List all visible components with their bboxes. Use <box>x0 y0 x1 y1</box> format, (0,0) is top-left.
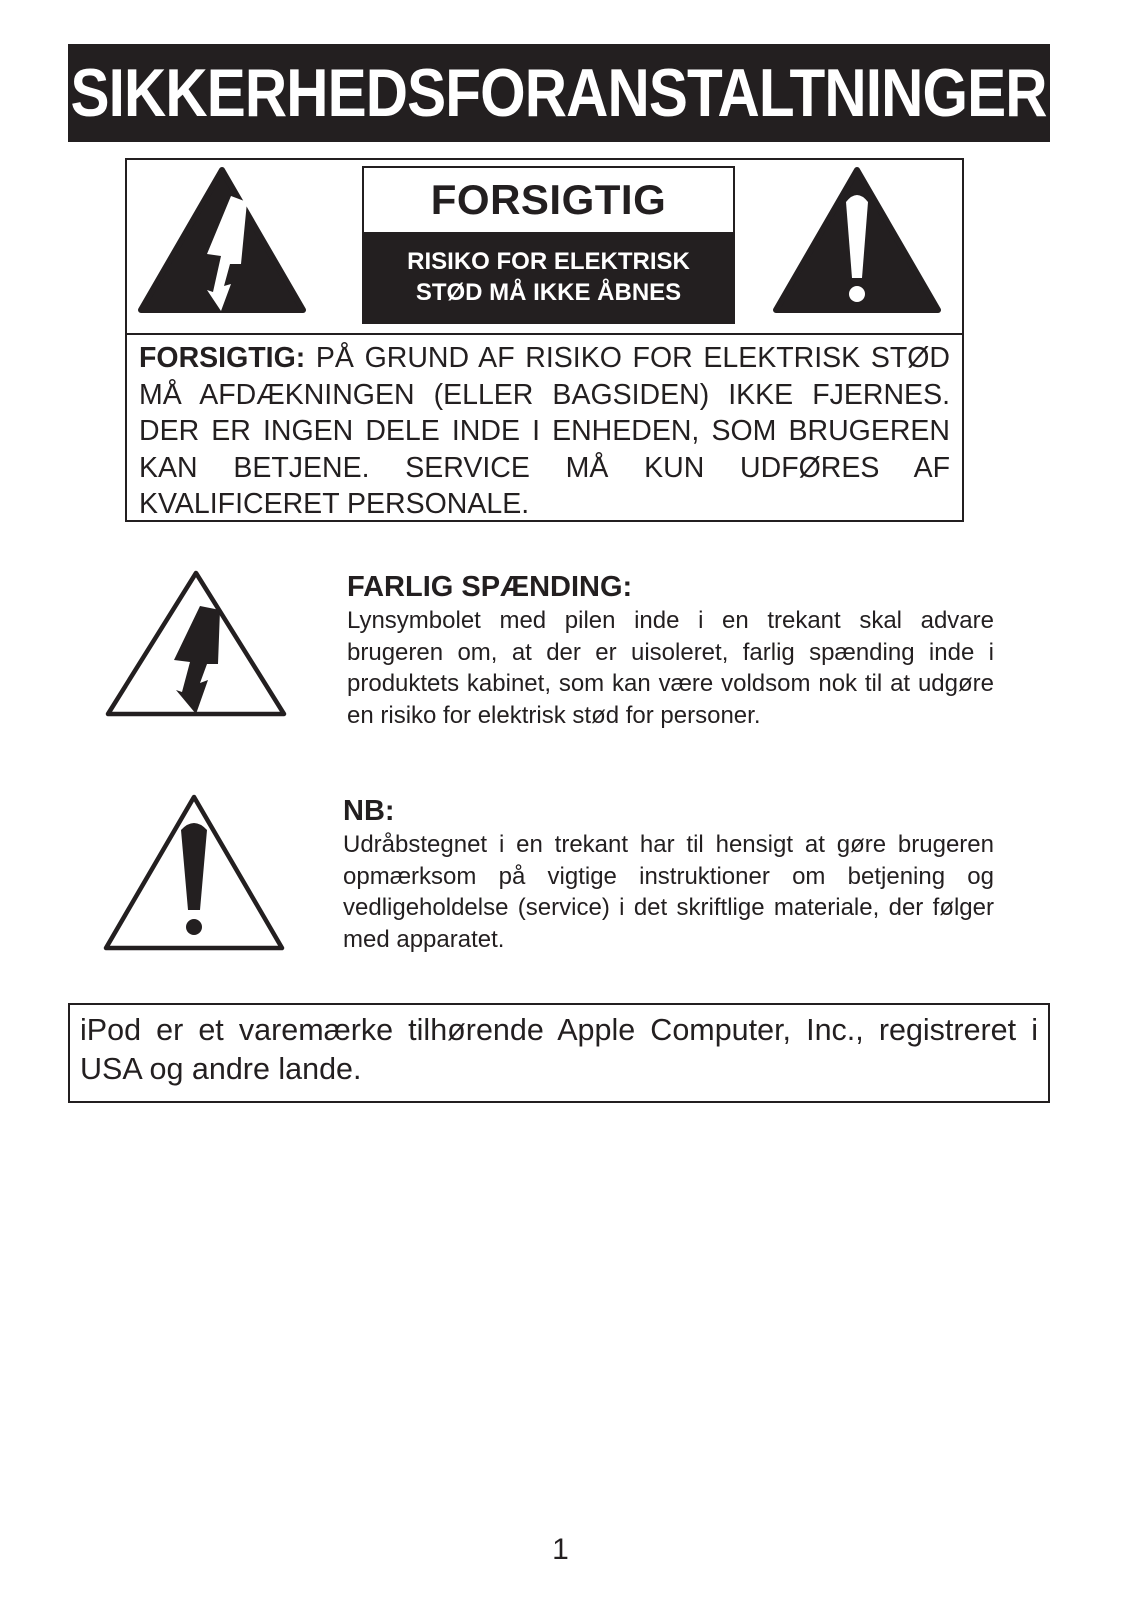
trademark-notice: iPod er et varemærke tilhørende Apple Computer, Inc., registreret i USA og andre lande. <box>68 1003 1050 1103</box>
caution-text <box>139 340 950 523</box>
page-number: 1 <box>552 1533 569 1566</box>
dangerous-voltage-text: Lynsymbolet med pilen inde i en trekant skal advare brugeren om, at der er uisoleret, farlig spænding inde i produktets kabinet, som kan være voldsom nok til at udgøre en risiko for elektrisk stød for personer. <box>347 607 994 729</box>
dangerous-voltage-heading: FARLIG SPÆNDING: <box>347 571 633 603</box>
caution-label-line-2: STØD MÅ IKKE ÅBNES <box>415 279 682 306</box>
exclamation-warning-icon <box>102 792 286 954</box>
lightning-warning-icon <box>137 166 307 314</box>
attention-heading: NB: <box>343 795 395 827</box>
page-title-bar <box>68 44 1050 142</box>
attention-text: Udråbstegnet i en trekant har til hensigt at gøre brugeren opmærksom på vigtige instruktioner om betjening og vedligeholdelse (service) i det skriftlige materiale, der følger med apparatet. <box>343 831 994 953</box>
caution-label-line-1: RISIKO FOR ELEKTRISK <box>407 248 690 275</box>
caution-box <box>125 158 964 522</box>
caution-text-lead: FORSIGTIG: <box>139 342 306 374</box>
lightning-warning-icon <box>104 568 288 720</box>
exclamation-warning-icon <box>772 166 942 314</box>
caution-label-subtitle <box>364 232 733 322</box>
caution-divider <box>127 333 962 335</box>
page-title: SIKKERHEDSFORANSTALTNINGER <box>70 55 1048 131</box>
caution-label <box>362 166 735 324</box>
caution-text-body: PÅ GRUND AF RISIKO FOR ELEKTRISK STØD MÅ AFDÆKNINGEN (ELLER BAGSIDEN) IKKE FJERNES. DER ER INGEN DELE INDE I ENHEDEN, SOM BRUGEREN KAN BETJENE. SERVICE MÅ KUN UDFØRES AF KVALIFICERET PERSONALE. <box>139 342 950 520</box>
caution-label-title: FORSIGTIG <box>430 176 667 223</box>
